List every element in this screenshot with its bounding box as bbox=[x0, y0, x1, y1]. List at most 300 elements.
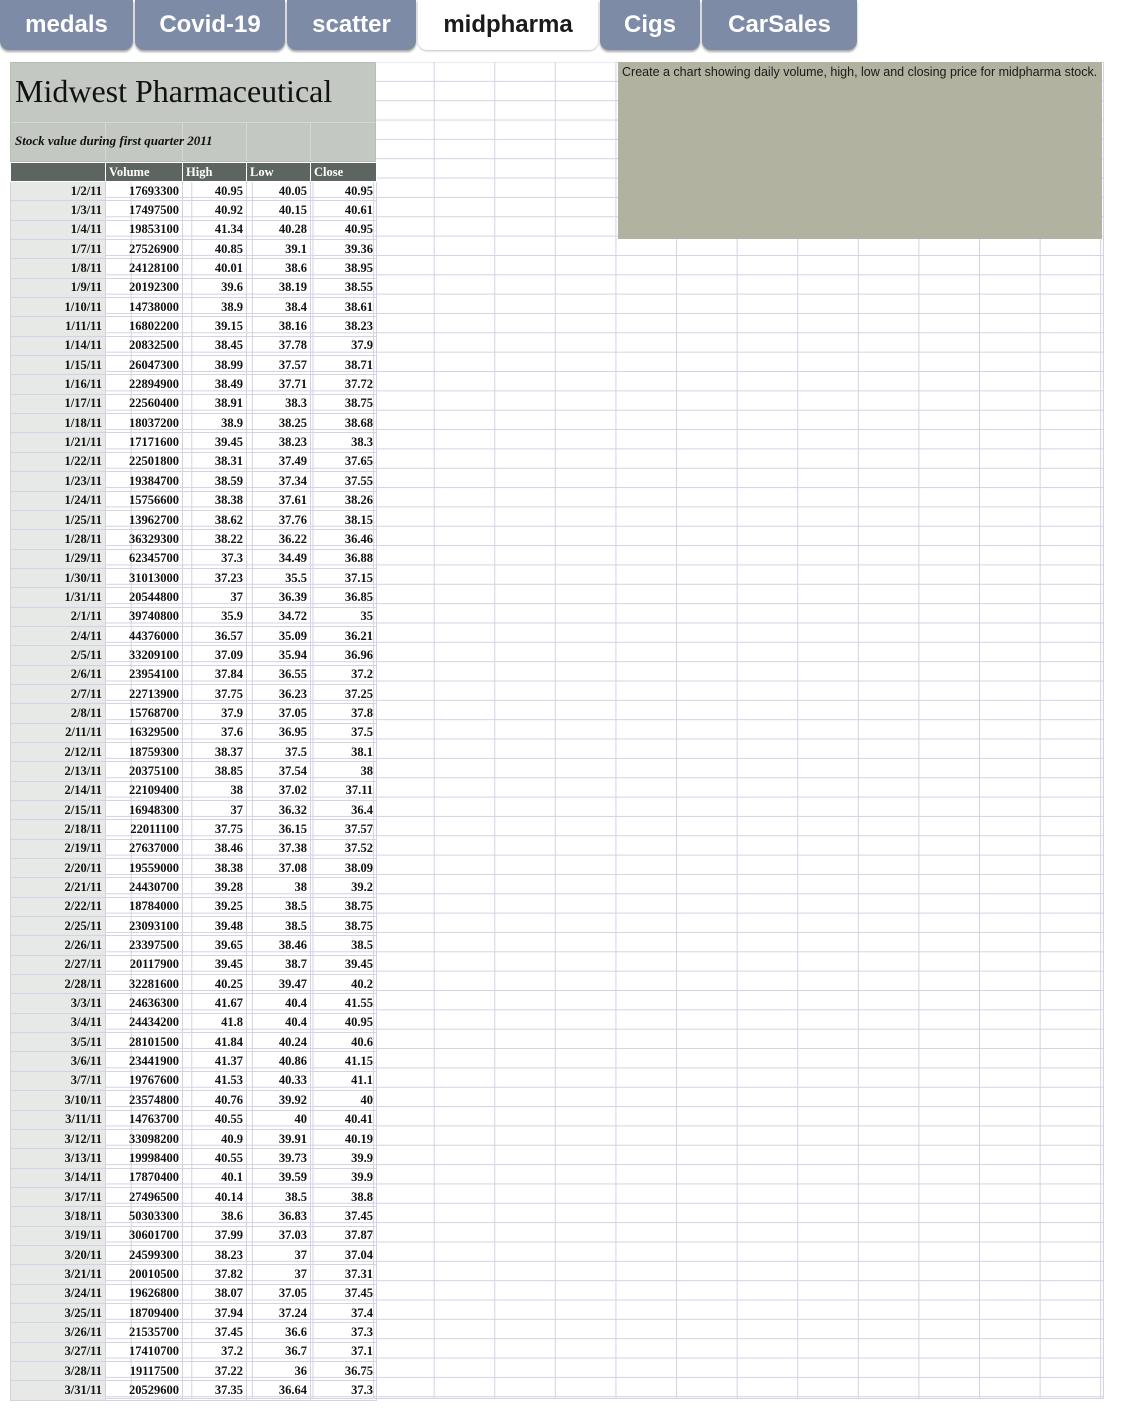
date-cell[interactable]: 3/24/11 bbox=[11, 1284, 106, 1303]
high-cell[interactable]: 38.59 bbox=[183, 472, 247, 491]
close-cell[interactable]: 36.88 bbox=[311, 549, 377, 568]
low-cell[interactable]: 40.4 bbox=[247, 1013, 311, 1032]
tab-carsales[interactable]: CarSales bbox=[702, 0, 857, 50]
volume-cell[interactable]: 24599300 bbox=[106, 1245, 183, 1264]
date-cell[interactable]: 1/22/11 bbox=[11, 452, 106, 471]
low-cell[interactable]: 37 bbox=[247, 1245, 311, 1264]
volume-cell[interactable]: 39740800 bbox=[106, 607, 183, 626]
volume-cell[interactable]: 20544800 bbox=[106, 588, 183, 607]
low-cell[interactable]: 36.7 bbox=[247, 1342, 311, 1361]
volume-cell[interactable]: 28101500 bbox=[106, 1033, 183, 1052]
volume-cell[interactable]: 20010500 bbox=[106, 1265, 183, 1284]
high-cell[interactable]: 37.35 bbox=[183, 1381, 247, 1400]
close-cell[interactable]: 41.1 bbox=[311, 1071, 377, 1090]
date-cell[interactable]: 2/7/11 bbox=[11, 684, 106, 703]
low-cell[interactable]: 36.39 bbox=[247, 588, 311, 607]
low-cell[interactable]: 36.6 bbox=[247, 1323, 311, 1342]
volume-cell[interactable]: 23954100 bbox=[106, 665, 183, 684]
date-cell[interactable]: 2/20/11 bbox=[11, 859, 106, 878]
date-cell[interactable]: 3/12/11 bbox=[11, 1129, 106, 1148]
volume-cell[interactable]: 14763700 bbox=[106, 1110, 183, 1129]
volume-cell[interactable]: 27496500 bbox=[106, 1187, 183, 1206]
close-cell[interactable]: 37.57 bbox=[311, 820, 377, 839]
low-cell[interactable]: 37 bbox=[247, 1265, 311, 1284]
low-cell[interactable]: 37.05 bbox=[247, 704, 311, 723]
close-cell[interactable]: 37.15 bbox=[311, 568, 377, 587]
high-cell[interactable]: 38.9 bbox=[183, 414, 247, 433]
close-cell[interactable]: 39.9 bbox=[311, 1168, 377, 1187]
volume-cell[interactable]: 31013000 bbox=[106, 568, 183, 587]
low-cell[interactable]: 37.57 bbox=[247, 356, 311, 375]
date-cell[interactable]: 3/19/11 bbox=[11, 1226, 106, 1245]
volume-cell[interactable]: 19559000 bbox=[106, 859, 183, 878]
volume-cell[interactable]: 22894900 bbox=[106, 375, 183, 394]
high-cell[interactable]: 37.09 bbox=[183, 646, 247, 665]
high-cell[interactable]: 35.9 bbox=[183, 607, 247, 626]
close-cell[interactable]: 40.6 bbox=[311, 1033, 377, 1052]
close-cell[interactable]: 40.95 bbox=[311, 182, 377, 201]
date-cell[interactable]: 1/7/11 bbox=[11, 240, 106, 259]
volume-cell[interactable]: 20192300 bbox=[106, 278, 183, 297]
close-cell[interactable]: 40 bbox=[311, 1091, 377, 1110]
low-cell[interactable]: 37.5 bbox=[247, 742, 311, 761]
high-cell[interactable]: 37 bbox=[183, 588, 247, 607]
date-cell[interactable]: 1/8/11 bbox=[11, 259, 106, 278]
close-cell[interactable]: 41.15 bbox=[311, 1052, 377, 1071]
close-cell[interactable]: 40.2 bbox=[311, 975, 377, 994]
close-cell[interactable]: 38 bbox=[311, 762, 377, 781]
date-cell[interactable]: 1/31/11 bbox=[11, 588, 106, 607]
volume-cell[interactable]: 33098200 bbox=[106, 1129, 183, 1148]
close-cell[interactable]: 38.71 bbox=[311, 356, 377, 375]
close-cell[interactable]: 38.26 bbox=[311, 491, 377, 510]
volume-cell[interactable]: 23397500 bbox=[106, 936, 183, 955]
volume-cell[interactable]: 19626800 bbox=[106, 1284, 183, 1303]
volume-cell[interactable]: 24430700 bbox=[106, 878, 183, 897]
close-cell[interactable]: 37.04 bbox=[311, 1245, 377, 1264]
low-cell[interactable]: 38.46 bbox=[247, 936, 311, 955]
low-cell[interactable]: 38 bbox=[247, 878, 311, 897]
volume-cell[interactable]: 26047300 bbox=[106, 356, 183, 375]
high-cell[interactable]: 37.2 bbox=[183, 1342, 247, 1361]
volume-cell[interactable]: 24636300 bbox=[106, 994, 183, 1013]
volume-cell[interactable]: 17693300 bbox=[106, 182, 183, 201]
low-cell[interactable]: 39.91 bbox=[247, 1129, 311, 1148]
low-cell[interactable]: 38.5 bbox=[247, 917, 311, 936]
close-cell[interactable]: 37.9 bbox=[311, 336, 377, 355]
high-cell[interactable]: 37.23 bbox=[183, 568, 247, 587]
low-cell[interactable]: 36.64 bbox=[247, 1381, 311, 1400]
close-cell[interactable]: 36.4 bbox=[311, 801, 377, 820]
low-cell[interactable]: 37.71 bbox=[247, 375, 311, 394]
date-cell[interactable]: 3/21/11 bbox=[11, 1265, 106, 1284]
close-cell[interactable]: 37.3 bbox=[311, 1381, 377, 1400]
date-cell[interactable]: 1/24/11 bbox=[11, 491, 106, 510]
high-cell[interactable]: 38.99 bbox=[183, 356, 247, 375]
close-cell[interactable]: 38.15 bbox=[311, 510, 377, 529]
high-cell[interactable]: 38.38 bbox=[183, 859, 247, 878]
close-cell[interactable]: 38.1 bbox=[311, 742, 377, 761]
high-cell[interactable]: 38.22 bbox=[183, 530, 247, 549]
date-cell[interactable]: 2/1/11 bbox=[11, 607, 106, 626]
volume-cell[interactable]: 62345700 bbox=[106, 549, 183, 568]
volume-cell[interactable]: 15768700 bbox=[106, 704, 183, 723]
volume-cell[interactable]: 23093100 bbox=[106, 917, 183, 936]
volume-cell[interactable]: 27526900 bbox=[106, 240, 183, 259]
date-cell[interactable]: 3/4/11 bbox=[11, 1013, 106, 1032]
low-cell[interactable]: 36.55 bbox=[247, 665, 311, 684]
date-cell[interactable]: 1/17/11 bbox=[11, 394, 106, 413]
close-cell[interactable]: 38.75 bbox=[311, 394, 377, 413]
high-cell[interactable]: 39.6 bbox=[183, 278, 247, 297]
high-cell[interactable]: 37.3 bbox=[183, 549, 247, 568]
close-cell[interactable]: 37.65 bbox=[311, 452, 377, 471]
low-cell[interactable]: 38.6 bbox=[247, 259, 311, 278]
close-cell[interactable]: 36.96 bbox=[311, 646, 377, 665]
volume-cell[interactable]: 17171600 bbox=[106, 433, 183, 452]
high-cell[interactable]: 41.8 bbox=[183, 1013, 247, 1032]
close-cell[interactable]: 38.09 bbox=[311, 859, 377, 878]
close-cell[interactable]: 38.68 bbox=[311, 414, 377, 433]
close-cell[interactable]: 36.85 bbox=[311, 588, 377, 607]
date-cell[interactable]: 3/25/11 bbox=[11, 1303, 106, 1322]
close-cell[interactable]: 37.1 bbox=[311, 1342, 377, 1361]
close-cell[interactable]: 39.45 bbox=[311, 955, 377, 974]
high-cell[interactable]: 37.6 bbox=[183, 723, 247, 742]
column-header-close[interactable]: Close bbox=[311, 163, 377, 182]
volume-cell[interactable]: 50303300 bbox=[106, 1207, 183, 1226]
close-cell[interactable]: 38.75 bbox=[311, 917, 377, 936]
high-cell[interactable]: 40.85 bbox=[183, 240, 247, 259]
low-cell[interactable]: 40 bbox=[247, 1110, 311, 1129]
close-cell[interactable]: 39.36 bbox=[311, 240, 377, 259]
date-cell[interactable]: 2/28/11 bbox=[11, 975, 106, 994]
close-cell[interactable]: 36.21 bbox=[311, 626, 377, 645]
date-cell[interactable]: 3/28/11 bbox=[11, 1361, 106, 1380]
close-cell[interactable]: 39.9 bbox=[311, 1149, 377, 1168]
close-cell[interactable]: 38.95 bbox=[311, 259, 377, 278]
low-cell[interactable]: 36.83 bbox=[247, 1207, 311, 1226]
low-cell[interactable]: 40.15 bbox=[247, 201, 311, 220]
close-cell[interactable]: 37.8 bbox=[311, 704, 377, 723]
volume-cell[interactable]: 23441900 bbox=[106, 1052, 183, 1071]
low-cell[interactable]: 37.78 bbox=[247, 336, 311, 355]
volume-cell[interactable]: 20529600 bbox=[106, 1381, 183, 1400]
date-cell[interactable]: 1/10/11 bbox=[11, 298, 106, 317]
high-cell[interactable]: 39.48 bbox=[183, 917, 247, 936]
close-cell[interactable]: 40.95 bbox=[311, 220, 377, 239]
low-cell[interactable]: 34.49 bbox=[247, 549, 311, 568]
date-cell[interactable]: 1/21/11 bbox=[11, 433, 106, 452]
volume-cell[interactable]: 16329500 bbox=[106, 723, 183, 742]
high-cell[interactable]: 38.46 bbox=[183, 839, 247, 858]
low-cell[interactable]: 40.4 bbox=[247, 994, 311, 1013]
volume-cell[interactable]: 17497500 bbox=[106, 201, 183, 220]
date-cell[interactable]: 2/4/11 bbox=[11, 626, 106, 645]
close-cell[interactable]: 40.19 bbox=[311, 1129, 377, 1148]
tab-midpharma[interactable]: midpharma bbox=[418, 0, 598, 50]
high-cell[interactable]: 38.07 bbox=[183, 1284, 247, 1303]
date-cell[interactable]: 1/29/11 bbox=[11, 549, 106, 568]
low-cell[interactable]: 37.76 bbox=[247, 510, 311, 529]
low-cell[interactable]: 39.59 bbox=[247, 1168, 311, 1187]
low-cell[interactable]: 38.19 bbox=[247, 278, 311, 297]
date-cell[interactable]: 1/23/11 bbox=[11, 472, 106, 491]
close-cell[interactable]: 38.75 bbox=[311, 897, 377, 916]
low-cell[interactable]: 38.25 bbox=[247, 414, 311, 433]
date-cell[interactable]: 2/21/11 bbox=[11, 878, 106, 897]
volume-cell[interactable]: 20832500 bbox=[106, 336, 183, 355]
low-cell[interactable]: 37.49 bbox=[247, 452, 311, 471]
date-cell[interactable]: 1/9/11 bbox=[11, 278, 106, 297]
low-cell[interactable]: 40.28 bbox=[247, 220, 311, 239]
volume-cell[interactable]: 18037200 bbox=[106, 414, 183, 433]
high-cell[interactable]: 37.99 bbox=[183, 1226, 247, 1245]
low-cell[interactable]: 35.5 bbox=[247, 568, 311, 587]
date-cell[interactable]: 3/20/11 bbox=[11, 1245, 106, 1264]
close-cell[interactable]: 38.55 bbox=[311, 278, 377, 297]
high-cell[interactable]: 39.45 bbox=[183, 955, 247, 974]
volume-cell[interactable]: 14738000 bbox=[106, 298, 183, 317]
date-cell[interactable]: 1/28/11 bbox=[11, 530, 106, 549]
close-cell[interactable]: 39.2 bbox=[311, 878, 377, 897]
date-cell[interactable]: 2/6/11 bbox=[11, 665, 106, 684]
date-cell[interactable]: 2/19/11 bbox=[11, 839, 106, 858]
volume-cell[interactable]: 19117500 bbox=[106, 1361, 183, 1380]
date-cell[interactable]: 3/31/11 bbox=[11, 1381, 106, 1400]
date-cell[interactable]: 1/14/11 bbox=[11, 336, 106, 355]
high-cell[interactable]: 38.91 bbox=[183, 394, 247, 413]
low-cell[interactable]: 37.05 bbox=[247, 1284, 311, 1303]
date-cell[interactable]: 1/11/11 bbox=[11, 317, 106, 336]
date-cell[interactable]: 1/15/11 bbox=[11, 356, 106, 375]
date-cell[interactable]: 3/18/11 bbox=[11, 1207, 106, 1226]
high-cell[interactable]: 38.85 bbox=[183, 762, 247, 781]
high-cell[interactable]: 40.14 bbox=[183, 1187, 247, 1206]
close-cell[interactable]: 38.23 bbox=[311, 317, 377, 336]
close-cell[interactable]: 38.61 bbox=[311, 298, 377, 317]
high-cell[interactable]: 37.84 bbox=[183, 665, 247, 684]
high-cell[interactable]: 37.22 bbox=[183, 1361, 247, 1380]
volume-cell[interactable]: 24128100 bbox=[106, 259, 183, 278]
close-cell[interactable]: 37.2 bbox=[311, 665, 377, 684]
low-cell[interactable]: 40.33 bbox=[247, 1071, 311, 1090]
low-cell[interactable]: 36 bbox=[247, 1361, 311, 1380]
high-cell[interactable]: 38.9 bbox=[183, 298, 247, 317]
volume-cell[interactable]: 44376000 bbox=[106, 626, 183, 645]
low-cell[interactable]: 39.73 bbox=[247, 1149, 311, 1168]
close-cell[interactable]: 36.75 bbox=[311, 1361, 377, 1380]
low-cell[interactable]: 37.38 bbox=[247, 839, 311, 858]
date-cell[interactable]: 2/11/11 bbox=[11, 723, 106, 742]
high-cell[interactable]: 38.49 bbox=[183, 375, 247, 394]
high-cell[interactable]: 40.25 bbox=[183, 975, 247, 994]
high-cell[interactable]: 37.45 bbox=[183, 1323, 247, 1342]
high-cell[interactable]: 38 bbox=[183, 781, 247, 800]
volume-cell[interactable]: 20375100 bbox=[106, 762, 183, 781]
high-cell[interactable]: 37.94 bbox=[183, 1303, 247, 1322]
date-cell[interactable]: 1/30/11 bbox=[11, 568, 106, 587]
close-cell[interactable]: 37.31 bbox=[311, 1265, 377, 1284]
tab-cigs[interactable]: Cigs bbox=[600, 0, 700, 50]
high-cell[interactable]: 38.6 bbox=[183, 1207, 247, 1226]
low-cell[interactable]: 37.54 bbox=[247, 762, 311, 781]
low-cell[interactable]: 39.47 bbox=[247, 975, 311, 994]
volume-cell[interactable]: 15756600 bbox=[106, 491, 183, 510]
tab-scatter[interactable]: scatter bbox=[287, 0, 416, 50]
close-cell[interactable]: 36.46 bbox=[311, 530, 377, 549]
date-cell[interactable]: 3/14/11 bbox=[11, 1168, 106, 1187]
close-cell[interactable]: 35 bbox=[311, 607, 377, 626]
close-cell[interactable]: 40.95 bbox=[311, 1013, 377, 1032]
date-cell[interactable]: 2/26/11 bbox=[11, 936, 106, 955]
volume-cell[interactable]: 22713900 bbox=[106, 684, 183, 703]
high-cell[interactable]: 40.1 bbox=[183, 1168, 247, 1187]
date-cell[interactable]: 2/15/11 bbox=[11, 801, 106, 820]
volume-cell[interactable]: 22501800 bbox=[106, 452, 183, 471]
close-cell[interactable]: 37.72 bbox=[311, 375, 377, 394]
date-cell[interactable]: 2/8/11 bbox=[11, 704, 106, 723]
date-cell[interactable]: 3/13/11 bbox=[11, 1149, 106, 1168]
low-cell[interactable]: 37.34 bbox=[247, 472, 311, 491]
date-cell[interactable]: 3/10/11 bbox=[11, 1091, 106, 1110]
close-cell[interactable]: 37.52 bbox=[311, 839, 377, 858]
volume-cell[interactable]: 32281600 bbox=[106, 975, 183, 994]
high-cell[interactable]: 38.31 bbox=[183, 452, 247, 471]
close-cell[interactable]: 37.45 bbox=[311, 1284, 377, 1303]
high-cell[interactable]: 37.9 bbox=[183, 704, 247, 723]
high-cell[interactable]: 39.25 bbox=[183, 897, 247, 916]
date-cell[interactable]: 3/6/11 bbox=[11, 1052, 106, 1071]
high-cell[interactable]: 39.65 bbox=[183, 936, 247, 955]
close-cell[interactable]: 37.45 bbox=[311, 1207, 377, 1226]
date-cell[interactable]: 3/26/11 bbox=[11, 1323, 106, 1342]
date-cell[interactable]: 2/5/11 bbox=[11, 646, 106, 665]
high-cell[interactable]: 41.34 bbox=[183, 220, 247, 239]
date-cell[interactable]: 1/4/11 bbox=[11, 220, 106, 239]
volume-cell[interactable]: 30601700 bbox=[106, 1226, 183, 1245]
volume-cell[interactable]: 23574800 bbox=[106, 1091, 183, 1110]
high-cell[interactable]: 40.76 bbox=[183, 1091, 247, 1110]
volume-cell[interactable]: 18759300 bbox=[106, 742, 183, 761]
high-cell[interactable]: 38.23 bbox=[183, 1245, 247, 1264]
date-cell[interactable]: 3/17/11 bbox=[11, 1187, 106, 1206]
close-cell[interactable]: 40.61 bbox=[311, 201, 377, 220]
high-cell[interactable]: 37.75 bbox=[183, 820, 247, 839]
high-cell[interactable]: 37.82 bbox=[183, 1265, 247, 1284]
close-cell[interactable]: 37.3 bbox=[311, 1323, 377, 1342]
volume-cell[interactable]: 20117900 bbox=[106, 955, 183, 974]
column-header-volume[interactable]: Volume bbox=[106, 163, 183, 182]
volume-cell[interactable]: 19853100 bbox=[106, 220, 183, 239]
volume-cell[interactable]: 21535700 bbox=[106, 1323, 183, 1342]
date-cell[interactable]: 1/3/11 bbox=[11, 201, 106, 220]
column-header-low[interactable]: Low bbox=[247, 163, 311, 182]
tab-covid-19[interactable]: Covid-19 bbox=[135, 0, 285, 50]
volume-cell[interactable]: 17410700 bbox=[106, 1342, 183, 1361]
volume-cell[interactable]: 19767600 bbox=[106, 1071, 183, 1090]
date-cell[interactable]: 1/25/11 bbox=[11, 510, 106, 529]
volume-cell[interactable]: 22560400 bbox=[106, 394, 183, 413]
low-cell[interactable]: 36.23 bbox=[247, 684, 311, 703]
close-cell[interactable]: 38.3 bbox=[311, 433, 377, 452]
date-cell[interactable]: 1/2/11 bbox=[11, 182, 106, 201]
date-cell[interactable]: 1/18/11 bbox=[11, 414, 106, 433]
close-cell[interactable]: 37.55 bbox=[311, 472, 377, 491]
close-cell[interactable]: 38.5 bbox=[311, 936, 377, 955]
volume-cell[interactable]: 13962700 bbox=[106, 510, 183, 529]
date-cell[interactable]: 2/14/11 bbox=[11, 781, 106, 800]
low-cell[interactable]: 38.5 bbox=[247, 897, 311, 916]
low-cell[interactable]: 36.22 bbox=[247, 530, 311, 549]
low-cell[interactable]: 34.72 bbox=[247, 607, 311, 626]
low-cell[interactable]: 36.15 bbox=[247, 820, 311, 839]
date-cell[interactable]: 3/27/11 bbox=[11, 1342, 106, 1361]
date-cell[interactable]: 1/16/11 bbox=[11, 375, 106, 394]
date-cell[interactable]: 2/12/11 bbox=[11, 742, 106, 761]
high-cell[interactable]: 41.84 bbox=[183, 1033, 247, 1052]
low-cell[interactable]: 38.4 bbox=[247, 298, 311, 317]
high-cell[interactable]: 41.37 bbox=[183, 1052, 247, 1071]
column-header-date[interactable] bbox=[11, 163, 106, 182]
high-cell[interactable]: 38.38 bbox=[183, 491, 247, 510]
volume-cell[interactable]: 33209100 bbox=[106, 646, 183, 665]
high-cell[interactable]: 39.45 bbox=[183, 433, 247, 452]
low-cell[interactable]: 38.7 bbox=[247, 955, 311, 974]
date-cell[interactable]: 3/11/11 bbox=[11, 1110, 106, 1129]
volume-cell[interactable]: 16802200 bbox=[106, 317, 183, 336]
volume-cell[interactable]: 36329300 bbox=[106, 530, 183, 549]
low-cell[interactable]: 37.08 bbox=[247, 859, 311, 878]
close-cell[interactable]: 40.41 bbox=[311, 1110, 377, 1129]
date-cell[interactable]: 2/25/11 bbox=[11, 917, 106, 936]
tab-medals[interactable]: medals bbox=[0, 0, 133, 50]
date-cell[interactable]: 3/3/11 bbox=[11, 994, 106, 1013]
low-cell[interactable]: 40.86 bbox=[247, 1052, 311, 1071]
low-cell[interactable]: 35.94 bbox=[247, 646, 311, 665]
high-cell[interactable]: 40.01 bbox=[183, 259, 247, 278]
low-cell[interactable]: 36.95 bbox=[247, 723, 311, 742]
volume-cell[interactable]: 24434200 bbox=[106, 1013, 183, 1032]
high-cell[interactable]: 36.57 bbox=[183, 626, 247, 645]
column-header-high[interactable]: High bbox=[183, 163, 247, 182]
low-cell[interactable]: 40.05 bbox=[247, 182, 311, 201]
high-cell[interactable]: 40.55 bbox=[183, 1149, 247, 1168]
date-cell[interactable]: 2/18/11 bbox=[11, 820, 106, 839]
low-cell[interactable]: 37.24 bbox=[247, 1303, 311, 1322]
high-cell[interactable]: 38.37 bbox=[183, 742, 247, 761]
high-cell[interactable]: 40.9 bbox=[183, 1129, 247, 1148]
close-cell[interactable]: 37.11 bbox=[311, 781, 377, 800]
volume-cell[interactable]: 19998400 bbox=[106, 1149, 183, 1168]
close-cell[interactable]: 37.87 bbox=[311, 1226, 377, 1245]
high-cell[interactable]: 41.67 bbox=[183, 994, 247, 1013]
high-cell[interactable]: 40.55 bbox=[183, 1110, 247, 1129]
high-cell[interactable]: 37 bbox=[183, 801, 247, 820]
close-cell[interactable]: 37.25 bbox=[311, 684, 377, 703]
high-cell[interactable]: 40.92 bbox=[183, 201, 247, 220]
volume-cell[interactable]: 22109400 bbox=[106, 781, 183, 800]
low-cell[interactable]: 37.03 bbox=[247, 1226, 311, 1245]
volume-cell[interactable]: 16948300 bbox=[106, 801, 183, 820]
date-cell[interactable]: 2/27/11 bbox=[11, 955, 106, 974]
volume-cell[interactable]: 22011100 bbox=[106, 820, 183, 839]
volume-cell[interactable]: 27637000 bbox=[106, 839, 183, 858]
low-cell[interactable]: 37.61 bbox=[247, 491, 311, 510]
low-cell[interactable]: 38.23 bbox=[247, 433, 311, 452]
high-cell[interactable]: 37.75 bbox=[183, 684, 247, 703]
low-cell[interactable]: 38.5 bbox=[247, 1187, 311, 1206]
